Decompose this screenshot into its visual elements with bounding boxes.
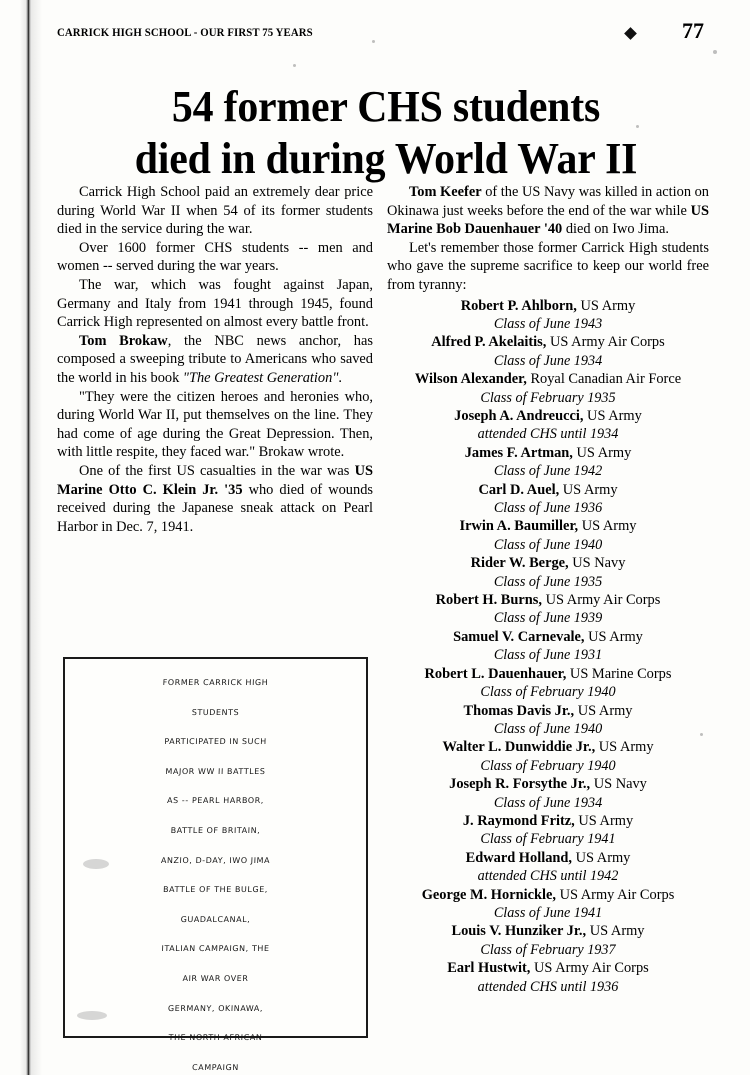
honor-roll-entry xyxy=(387,775,709,812)
honor-roll-class-year: Class of June 1931 xyxy=(493,647,603,664)
honor-roll-entry xyxy=(387,849,709,886)
honor-roll-class-year: Class of June 1936 xyxy=(493,500,603,517)
honor-roll-class-year: Class of June 1934 xyxy=(493,352,603,369)
honor-roll-name: Thomas Davis Jr., xyxy=(463,702,575,719)
scan-gutter-shadow xyxy=(20,0,42,1075)
honor-roll-name-line xyxy=(387,959,709,977)
battles-line: MAJOR WW II BATTLES xyxy=(165,766,266,776)
brokaw-text-2: . xyxy=(338,369,342,386)
honor-roll-branch: US Marine Corps xyxy=(566,665,672,682)
honor-roll-name-line xyxy=(387,444,709,462)
honor-roll-branch: US Army xyxy=(574,702,633,719)
honor-roll-branch: US Navy xyxy=(590,776,647,793)
paragraph-intro: Carrick High School paid an extremely dear price during World War II when 54 of its former students died in the service during the war. xyxy=(57,184,373,238)
honor-roll-entry xyxy=(387,333,709,370)
keefer-name: Tom Keefer xyxy=(409,184,482,200)
honor-roll-list xyxy=(387,297,709,996)
honor-roll-name-line xyxy=(387,297,709,315)
honor-roll-class-year: Class of June 1935 xyxy=(493,573,603,590)
paragraph-brokaw xyxy=(57,332,373,388)
honor-roll-branch: US Army Air Corps xyxy=(530,960,649,977)
honor-roll-name: Robert L. Dauenhauer, xyxy=(424,665,567,682)
honor-roll-branch: US Army Air Corps xyxy=(542,592,661,609)
battles-line: AIR WAR OVER xyxy=(182,973,249,983)
honor-roll-branch: Royal Canadian Air Force xyxy=(526,371,682,388)
battles-line: AS -- PEARL HARBOR, xyxy=(166,796,265,806)
diamond-ornament-icon xyxy=(624,27,637,40)
honor-roll-entry xyxy=(387,628,709,665)
honor-roll-class-year: Class of February 1937 xyxy=(480,941,616,958)
honor-roll-entry xyxy=(387,444,709,481)
headline-line-1: 54 former CHS students xyxy=(171,82,601,132)
battles-line: BATTLE OF BRITAIN, xyxy=(170,825,261,835)
paragraph-war-fronts: The war, which was fought against Japan, Germany and Italy from 1941 through 1945, found Carrick High represented on almost every battle front. xyxy=(57,276,373,331)
battles-line: GUADALCANAL, xyxy=(180,914,251,924)
headline-line-2: died in during World War II xyxy=(134,134,638,184)
honor-roll-name: Robert H. Burns, xyxy=(435,592,542,609)
battles-line: PARTICIPATED IN SUCH xyxy=(164,737,267,747)
honor-roll-name: J. Raymond Fritz, xyxy=(462,812,575,829)
honor-roll-entry xyxy=(387,554,709,591)
paragraph-keefer xyxy=(387,183,709,239)
honor-roll-branch: US Army xyxy=(559,481,618,498)
running-head xyxy=(57,18,704,45)
scan-binding-line xyxy=(26,0,31,1075)
honor-roll-branch: US Army xyxy=(576,297,636,314)
honor-roll-class-year: Class of February 1940 xyxy=(480,684,616,701)
dauenhauer-name: US Marine Bob Dauenhauer '40 xyxy=(387,202,709,238)
honor-roll-entry xyxy=(387,517,709,554)
right-text-column xyxy=(387,183,709,996)
battles-line: GERMANY, OKINAWA, xyxy=(167,1003,264,1013)
battles-line: ITALIAN CAMPAIGN, THE xyxy=(161,944,270,954)
honor-roll-name-line xyxy=(387,554,709,572)
honor-roll-name-line xyxy=(387,407,709,425)
honor-roll-name-line xyxy=(387,665,709,683)
honor-roll-branch: US Army xyxy=(572,444,632,461)
book-title-italic: "The Greatest Generation" xyxy=(182,369,339,386)
honor-roll-branch: US Army xyxy=(583,408,642,424)
honor-roll-name: Joseph A. Andreucci, xyxy=(454,408,584,424)
honor-roll-class-year: attended CHS until 1942 xyxy=(477,868,619,885)
honor-roll-name: Samuel V. Carnevale, xyxy=(453,628,585,645)
battles-line: BATTLE OF THE BULGE, xyxy=(162,885,269,895)
honor-roll-name: Louis V. Hunziker Jr., xyxy=(451,923,587,940)
honor-roll-entry xyxy=(387,886,709,923)
honor-roll-name-line xyxy=(387,481,709,499)
battles-line: ANZIO, D-DAY, IWO JIMA xyxy=(160,855,271,865)
honor-roll-name: Carl D. Auel, xyxy=(478,481,560,498)
honor-roll-entry xyxy=(387,702,709,739)
honor-roll-class-year: Class of February 1941 xyxy=(480,831,616,848)
honor-roll-branch: US Army xyxy=(574,812,634,829)
brokaw-text-1: , the NBC news anchor, has composed a sweeping tribute to Americans who saved the world in his book xyxy=(57,332,373,386)
paragraph-remember: Let's remember those former Carrick High students who gave the supreme sacrifice to keep our world free from tyranny: xyxy=(387,239,709,293)
honor-roll-branch: US Army Air Corps xyxy=(555,886,675,903)
honor-roll-class-year: Class of June 1940 xyxy=(493,536,603,553)
book-title: CARRICK HIGH SCHOOL - OUR FIRST 75 YEARS xyxy=(57,27,313,39)
honor-roll-branch: US Army xyxy=(578,518,637,535)
honor-roll-name-line xyxy=(387,702,709,720)
paragraph-klein xyxy=(57,462,373,536)
honor-roll-class-year: Class of June 1940 xyxy=(493,720,603,737)
article-headline xyxy=(46,81,726,185)
honor-roll-class-year: Class of June 1943 xyxy=(493,315,603,332)
brokaw-name: Tom Brokaw xyxy=(79,332,168,349)
left-text-column xyxy=(57,183,373,536)
honor-roll-name-line xyxy=(387,922,709,940)
honor-roll-name: Robert P. Ahlborn, xyxy=(460,297,577,314)
honor-roll-class-year: Class of February 1940 xyxy=(480,757,616,774)
honor-roll-entry xyxy=(387,370,709,407)
honor-roll-class-year: Class of June 1941 xyxy=(493,904,603,921)
honor-roll-name: Joseph R. Forsythe Jr., xyxy=(449,776,591,793)
honor-roll-class-year: Class of June 1942 xyxy=(493,463,603,480)
klein-text-2: who died of wounds received during the Japanese sneak attack on Pearl Harbor in Dec. 7, 1941. xyxy=(57,481,373,535)
honor-roll-name-line xyxy=(387,849,709,867)
honor-roll-name: Alfred P. Akelaitis, xyxy=(431,334,547,351)
honor-roll-entry xyxy=(387,922,709,959)
honor-roll-entry xyxy=(387,297,709,334)
honor-roll-name: Edward Holland, xyxy=(465,849,572,866)
honor-roll-name: Earl Hustwit, xyxy=(447,960,531,977)
honor-roll-name-line xyxy=(387,738,709,756)
honor-roll-name-line xyxy=(387,775,709,793)
klein-text-1: One of the first US casualties in the war was xyxy=(79,462,355,479)
battles-callout-box xyxy=(63,657,368,1072)
paragraph-served: Over 1600 former CHS students -- men and women -- served during the war years. xyxy=(57,239,373,275)
honor-roll-name: Irwin A. Baumiller, xyxy=(459,518,579,535)
honor-roll-entry xyxy=(387,812,709,849)
honor-roll-entry xyxy=(387,407,709,444)
honor-roll-name-line xyxy=(387,591,709,609)
honor-roll-class-year: attended CHS until 1936 xyxy=(477,978,619,995)
honor-roll-name-line xyxy=(387,628,709,646)
klein-name: US Marine Otto C. Klein Jr. '35 xyxy=(57,462,373,498)
honor-roll-branch: US Army xyxy=(595,739,654,756)
honor-roll-class-year: Class of June 1939 xyxy=(493,610,603,627)
honor-roll-name: Wilson Alexander, xyxy=(414,371,527,388)
scan-speck xyxy=(713,50,717,54)
honor-roll-entry xyxy=(387,665,709,702)
battles-line: STUDENTS xyxy=(191,707,240,717)
honor-roll-class-year: Class of February 1935 xyxy=(480,389,616,406)
page-number: 77 xyxy=(682,18,704,43)
honor-roll-name: George M. Hornickle, xyxy=(421,886,556,903)
honor-roll-name: James F. Artman, xyxy=(464,444,573,461)
honor-roll-class-year: attended CHS until 1934 xyxy=(477,426,619,443)
honor-roll-branch: US Army xyxy=(572,849,631,866)
keefer-text-2: died on Iwo Jima. xyxy=(562,221,669,238)
paragraph-quote: "They were the citizen heroes and heronies who, during World War II, put themselves on the line. They had come of age during the Great Depression. Then, with little respite, they faced war." Brokaw wrote. xyxy=(57,388,373,461)
honor-roll-branch: US Navy xyxy=(568,555,626,572)
scan-speck xyxy=(293,64,296,67)
honor-roll-name-line xyxy=(387,886,709,904)
honor-roll-entry xyxy=(387,591,709,628)
honor-roll-name-line xyxy=(387,333,709,351)
battles-line: CAMPAIGN xyxy=(191,1062,240,1072)
honor-roll-name-line xyxy=(387,517,709,535)
honor-roll-name-line xyxy=(387,370,709,388)
battles-line: FORMER CARRICK HIGH xyxy=(162,678,269,687)
honor-roll-name: Rider W. Berge, xyxy=(470,555,569,572)
battles-line: THE NORTH AFRICAN xyxy=(168,1033,263,1043)
honor-roll-name-line xyxy=(387,812,709,830)
honor-roll-entry xyxy=(387,959,709,996)
honor-roll-name: Walter L. Dunwiddie Jr., xyxy=(442,739,596,756)
honor-roll-branch: US Army xyxy=(586,923,645,940)
honor-roll-branch: US Army xyxy=(584,628,643,645)
honor-roll-entry xyxy=(387,481,709,518)
honor-roll-branch: US Army Air Corps xyxy=(546,334,665,351)
keefer-text-1: of the US Navy was killed in action on Okinawa just weeks before the end of the war while xyxy=(387,184,710,219)
honor-roll-class-year: Class of June 1934 xyxy=(493,794,603,811)
battles-callout-text xyxy=(65,659,366,1082)
honor-roll-entry xyxy=(387,738,709,775)
